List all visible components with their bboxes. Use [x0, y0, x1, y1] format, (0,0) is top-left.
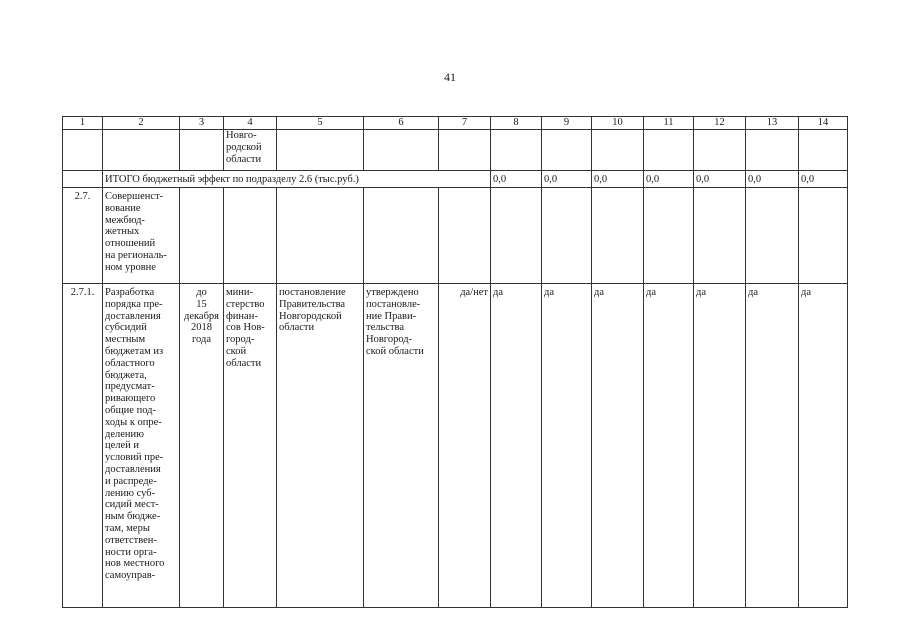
item-deadline: до 15 декабря 2018 года — [180, 284, 224, 608]
item-description: Разработка порядка пре- доставления субсидий местным бюджетам из областного бюджета, предусмат- ривающего общие под- ходы к опре- делению целей и условий пре- доставления и распреде- лению суб- сидий мест- ным бюдже- там, меры ответствен- ности орга- нов местного самоуправ- — [103, 284, 180, 608]
column-number: 5 — [277, 117, 364, 130]
total-row — [63, 171, 848, 188]
total-value: 0,0 — [746, 171, 799, 188]
section-row — [63, 188, 848, 284]
total-label: ИТОГО бюджетный эффект по подразделу 2.6 (тыс.руб.) — [103, 171, 491, 188]
total-value: 0,0 — [644, 171, 694, 188]
column-number: 4 — [224, 117, 277, 130]
section-number: 2.7. — [63, 188, 103, 284]
column-number: 10 — [592, 117, 644, 130]
column-number: 7 — [439, 117, 491, 130]
item-unit: да/нет — [439, 284, 491, 608]
item-indicator: утверждено постановле- ние Прави- тельства Новгород- ской области — [364, 284, 439, 608]
column-number-row — [63, 117, 848, 130]
total-value: 0,0 — [491, 171, 542, 188]
item-number: 2.7.1. — [63, 284, 103, 608]
item-value: да — [746, 284, 799, 608]
plan-table — [62, 116, 848, 608]
total-value: 0,0 — [694, 171, 746, 188]
item-value: да — [592, 284, 644, 608]
column-number: 6 — [364, 117, 439, 130]
column-number: 14 — [799, 117, 848, 130]
item-value: да — [644, 284, 694, 608]
item-document: постановление Правительства Новгородской области — [277, 284, 364, 608]
column-number: 2 — [103, 117, 180, 130]
column-number: 13 — [746, 117, 799, 130]
total-value: 0,0 — [542, 171, 592, 188]
item-responsible: мини- стерство финан- сов Нов- город- ской области — [224, 284, 277, 608]
item-value: да — [799, 284, 848, 608]
column-number: 9 — [542, 117, 592, 130]
column-number: 3 — [180, 117, 224, 130]
column-number: 8 — [491, 117, 542, 130]
column-number: 1 — [63, 117, 103, 130]
continued-responsible-cell: Новго- родской области — [224, 130, 277, 171]
total-value: 0,0 — [799, 171, 848, 188]
column-number: 11 — [644, 117, 694, 130]
page-number: 41 — [444, 70, 456, 84]
item-value: да — [491, 284, 542, 608]
total-value: 0,0 — [592, 171, 644, 188]
item-value: да — [542, 284, 592, 608]
column-number: 12 — [694, 117, 746, 130]
continued-row — [63, 130, 848, 171]
item-row — [63, 284, 848, 608]
item-value: да — [694, 284, 746, 608]
section-title: Совершенст- вование межбюд- жетных отношений на региональ- ном уровне — [103, 188, 180, 284]
